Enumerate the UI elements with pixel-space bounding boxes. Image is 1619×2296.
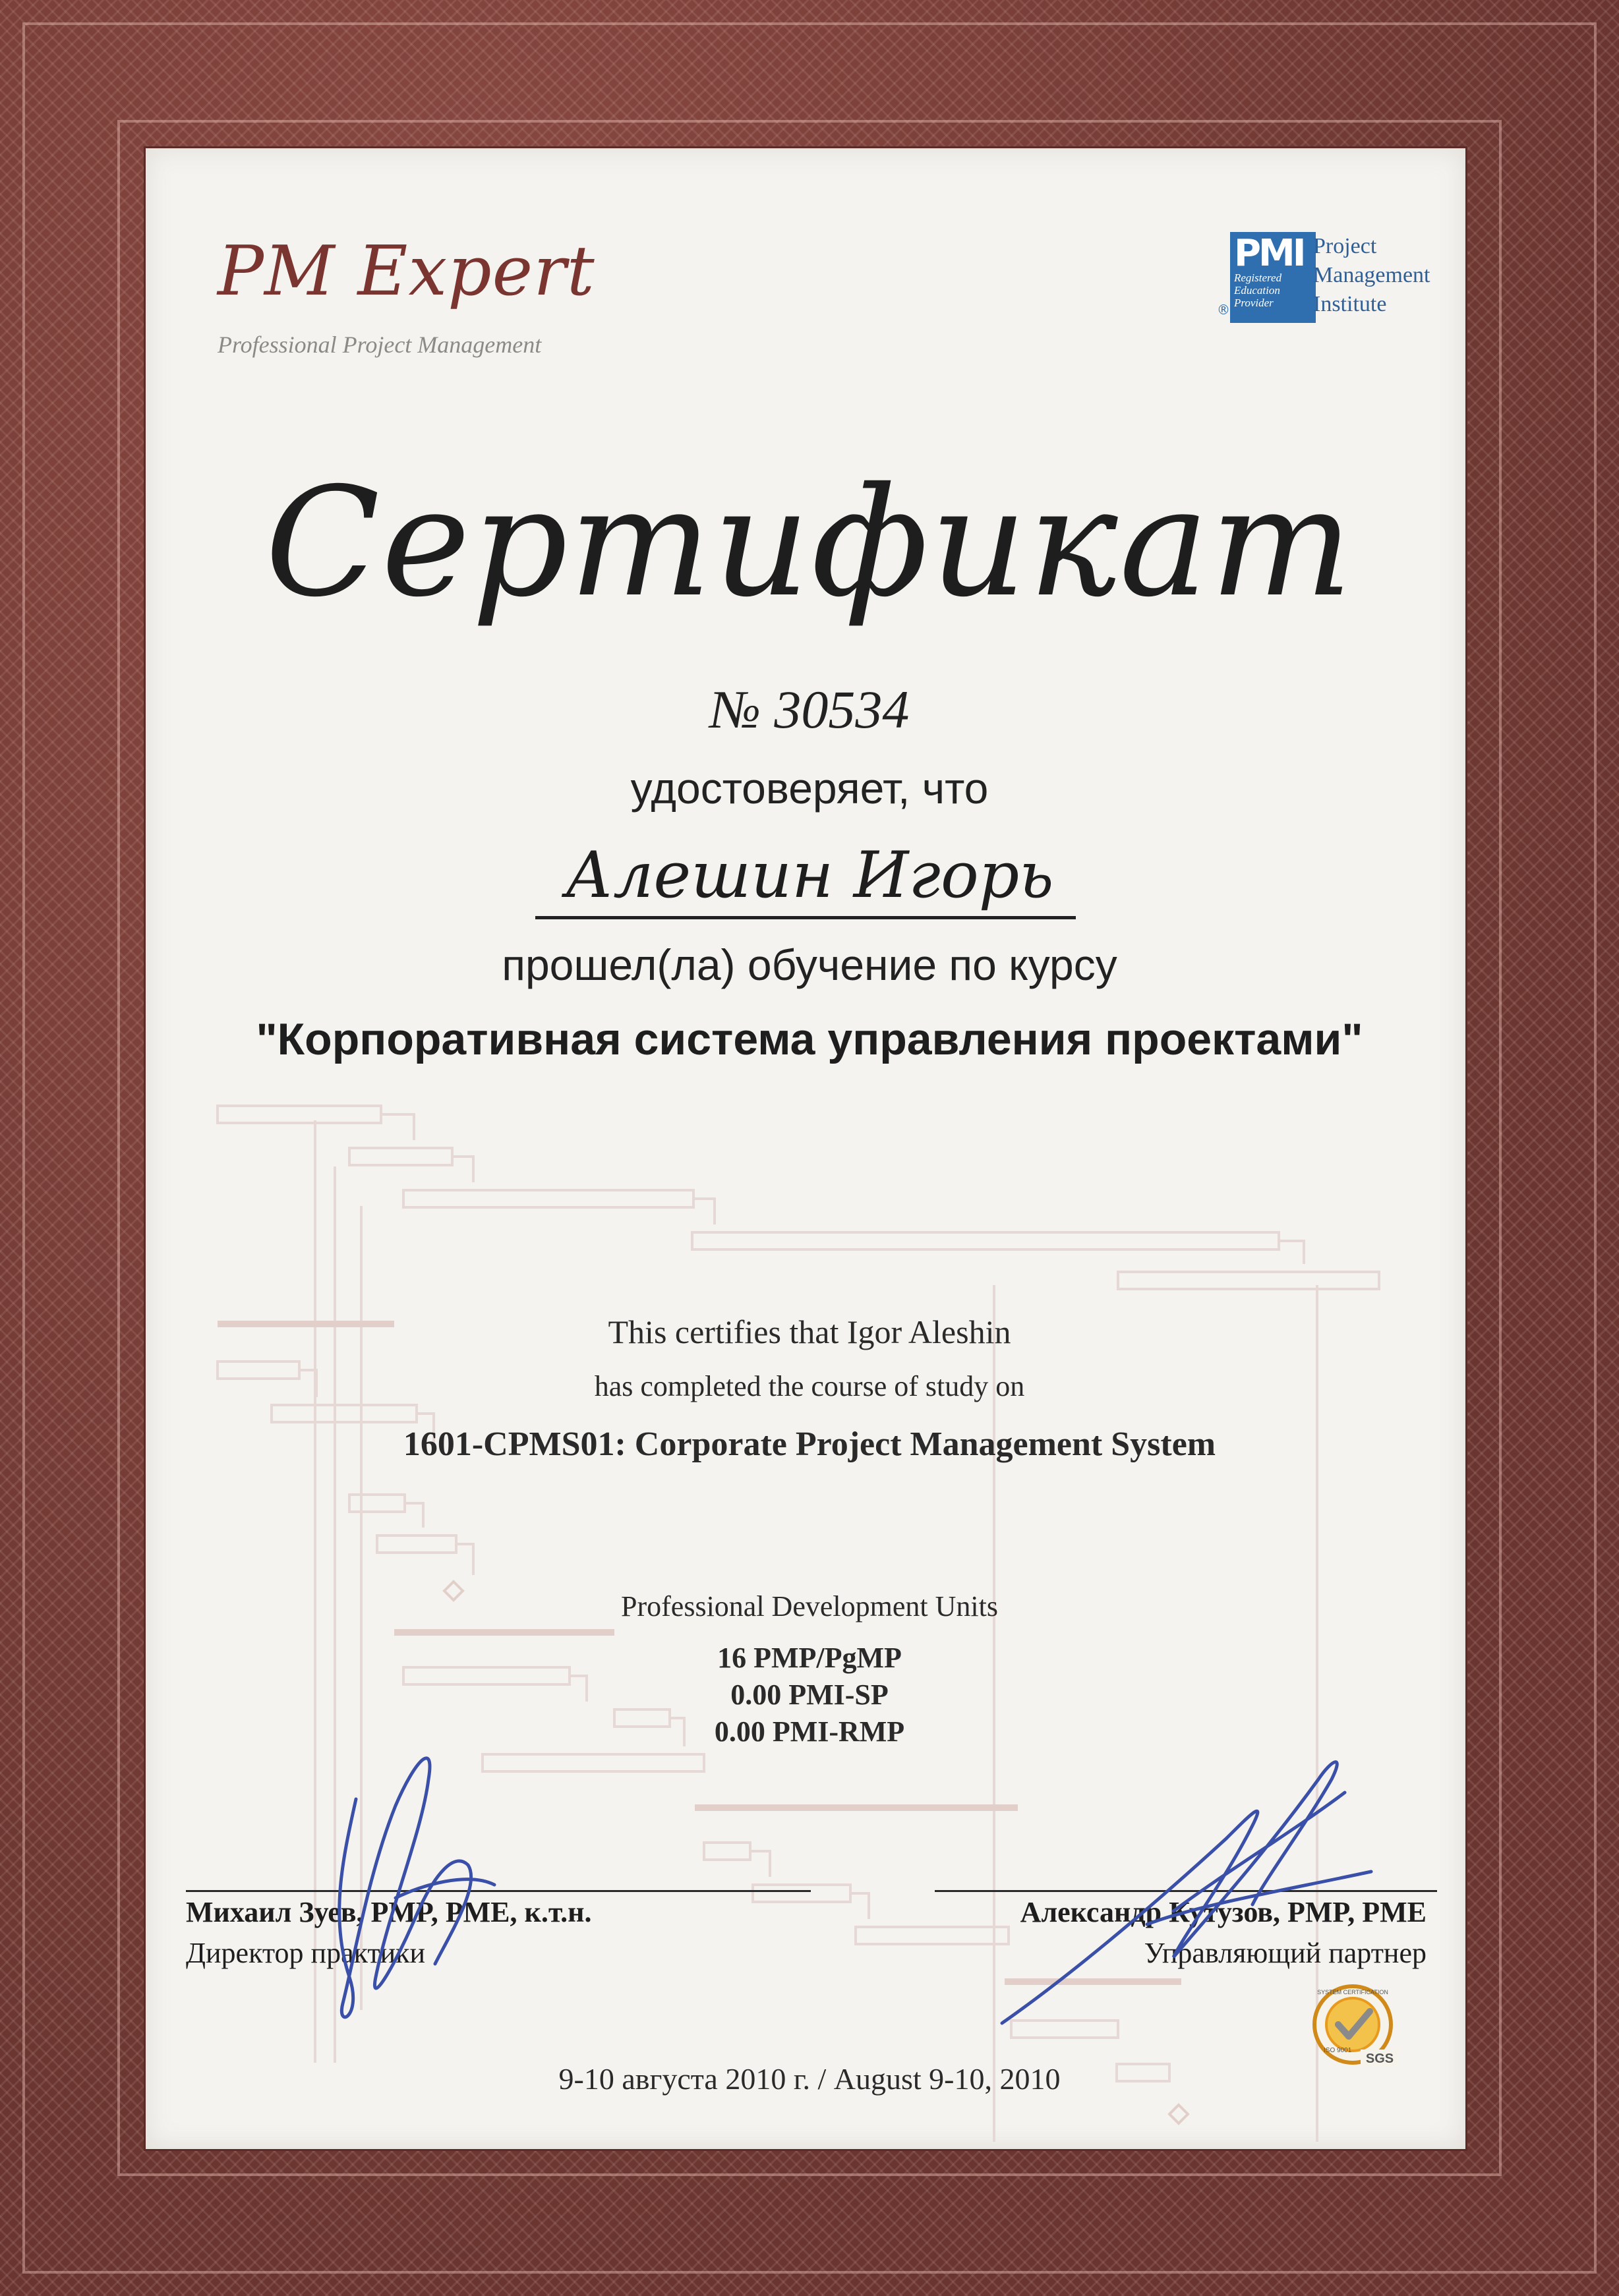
pmi-logo	[1230, 232, 1316, 323]
pmi-logo-letters: PMI	[1234, 232, 1304, 275]
recipient-underline	[535, 916, 1076, 919]
pmi-name: Project Management Institute	[1313, 234, 1430, 316]
iso-9001-sgs-badge	[1309, 1981, 1401, 2073]
pdu-line-rmp: 0.00 PMI-RMP	[714, 1715, 905, 1748]
signer-right-name: Александр Кутузов, PMP, PME	[1020, 1896, 1427, 1928]
course-title-en: 1601-CPMS01: Corporate Project Management System	[403, 1425, 1216, 1463]
signer-right-role: Управляющий партнер	[1144, 1937, 1427, 1969]
certificate-number: № 30534	[709, 679, 910, 739]
signature-left	[316, 1700, 514, 2043]
recipient-name-ru: Алешин Игорь	[565, 838, 1054, 912]
signer-left-role: Директор практики	[186, 1937, 426, 1969]
certificate-date: 9-10 августа 2010 г. / August 9-10, 2010	[558, 2062, 1061, 2096]
certificate-title: Сертификат	[265, 455, 1354, 630]
pmi-logo-subtext: Registered Education Provider	[1234, 272, 1282, 309]
svg-text:SYSTEM CERTIFICATION: SYSTEM CERTIFICATION	[1317, 1989, 1388, 1995]
pdu-title: Professional Development Units	[621, 1590, 998, 1622]
certifies-text-ru: удостоверяет, что	[630, 764, 989, 813]
completed-text-en: has completed the course of study on	[594, 1370, 1025, 1402]
pdu-line-pmp: 16 PMP/PgMP	[717, 1642, 902, 1674]
completed-text-ru: прошел(ла) обучение по курсу	[502, 940, 1117, 989]
signer-left-name: Михаил Зуев, PMP, PME, к.т.н.	[186, 1896, 592, 1928]
svg-text:ISO 9001: ISO 9001	[1324, 2047, 1352, 2054]
svg-text:SGS: SGS	[1365, 2052, 1394, 2066]
brand-name: PM Expert	[218, 231, 595, 311]
course-title-ru: "Корпоративная система управления проектами"	[256, 1014, 1363, 1064]
certifies-text-en: This certifies that Igor Aleshin	[608, 1313, 1011, 1350]
pmi-registered-mark: ®	[1217, 302, 1230, 318]
pdu-line-sp: 0.00 PMI-SP	[730, 1679, 889, 1711]
brand-tagline: Professional Project Management	[218, 331, 542, 358]
